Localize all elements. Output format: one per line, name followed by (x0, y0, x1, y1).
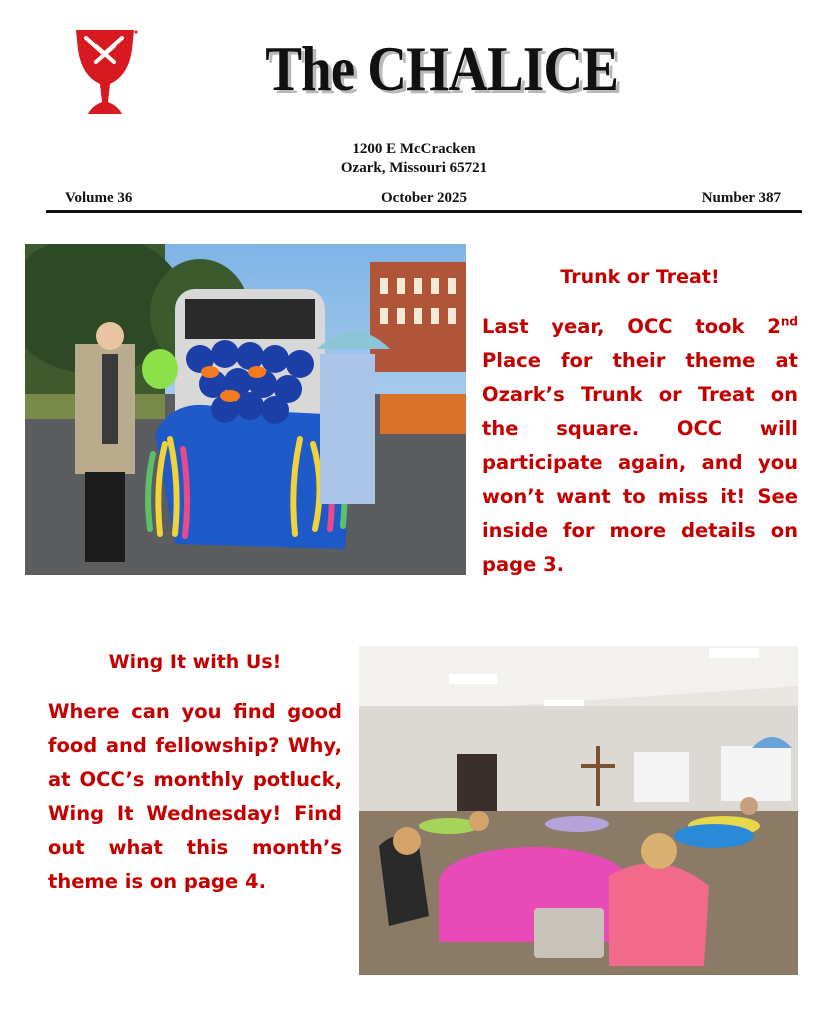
article1-heading: Trunk or Treat! (560, 266, 720, 288)
address (0, 140, 828, 178)
issue-number: Number 387 (701, 190, 781, 206)
issue-date: October 2025 (381, 190, 467, 206)
address-city: Ozark, Missouri 65721 (340, 160, 488, 176)
article1-body-sup: nd (780, 314, 798, 329)
article1-body-text-b: Place for their theme at Ozark’s Trunk or Treat on the square. OCC will participate again, and you won’t want to miss it! See inside for more details on page 3. (482, 349, 798, 576)
article2-heading: Wing It with Us! (108, 651, 282, 673)
article1-body-text-a: Last year, OCC took 2 (482, 315, 781, 338)
header-rule (46, 210, 802, 213)
volume-label: Volume 36 (65, 190, 133, 206)
issue-info (48, 190, 800, 210)
article2-body: Where can you find good food and fellowship? Why, at OCC’s monthly potluck, Wing It Wednesday! Find out what this month’s theme is on page 4. (48, 700, 342, 893)
chalice-icon (72, 28, 138, 120)
trunk-or-treat-photo (25, 244, 466, 575)
article1-body (482, 310, 798, 582)
newsletter-title: The CHALICE (265, 33, 619, 104)
potluck-photo (359, 646, 798, 975)
address-street: 1200 E McCracken (352, 141, 476, 157)
